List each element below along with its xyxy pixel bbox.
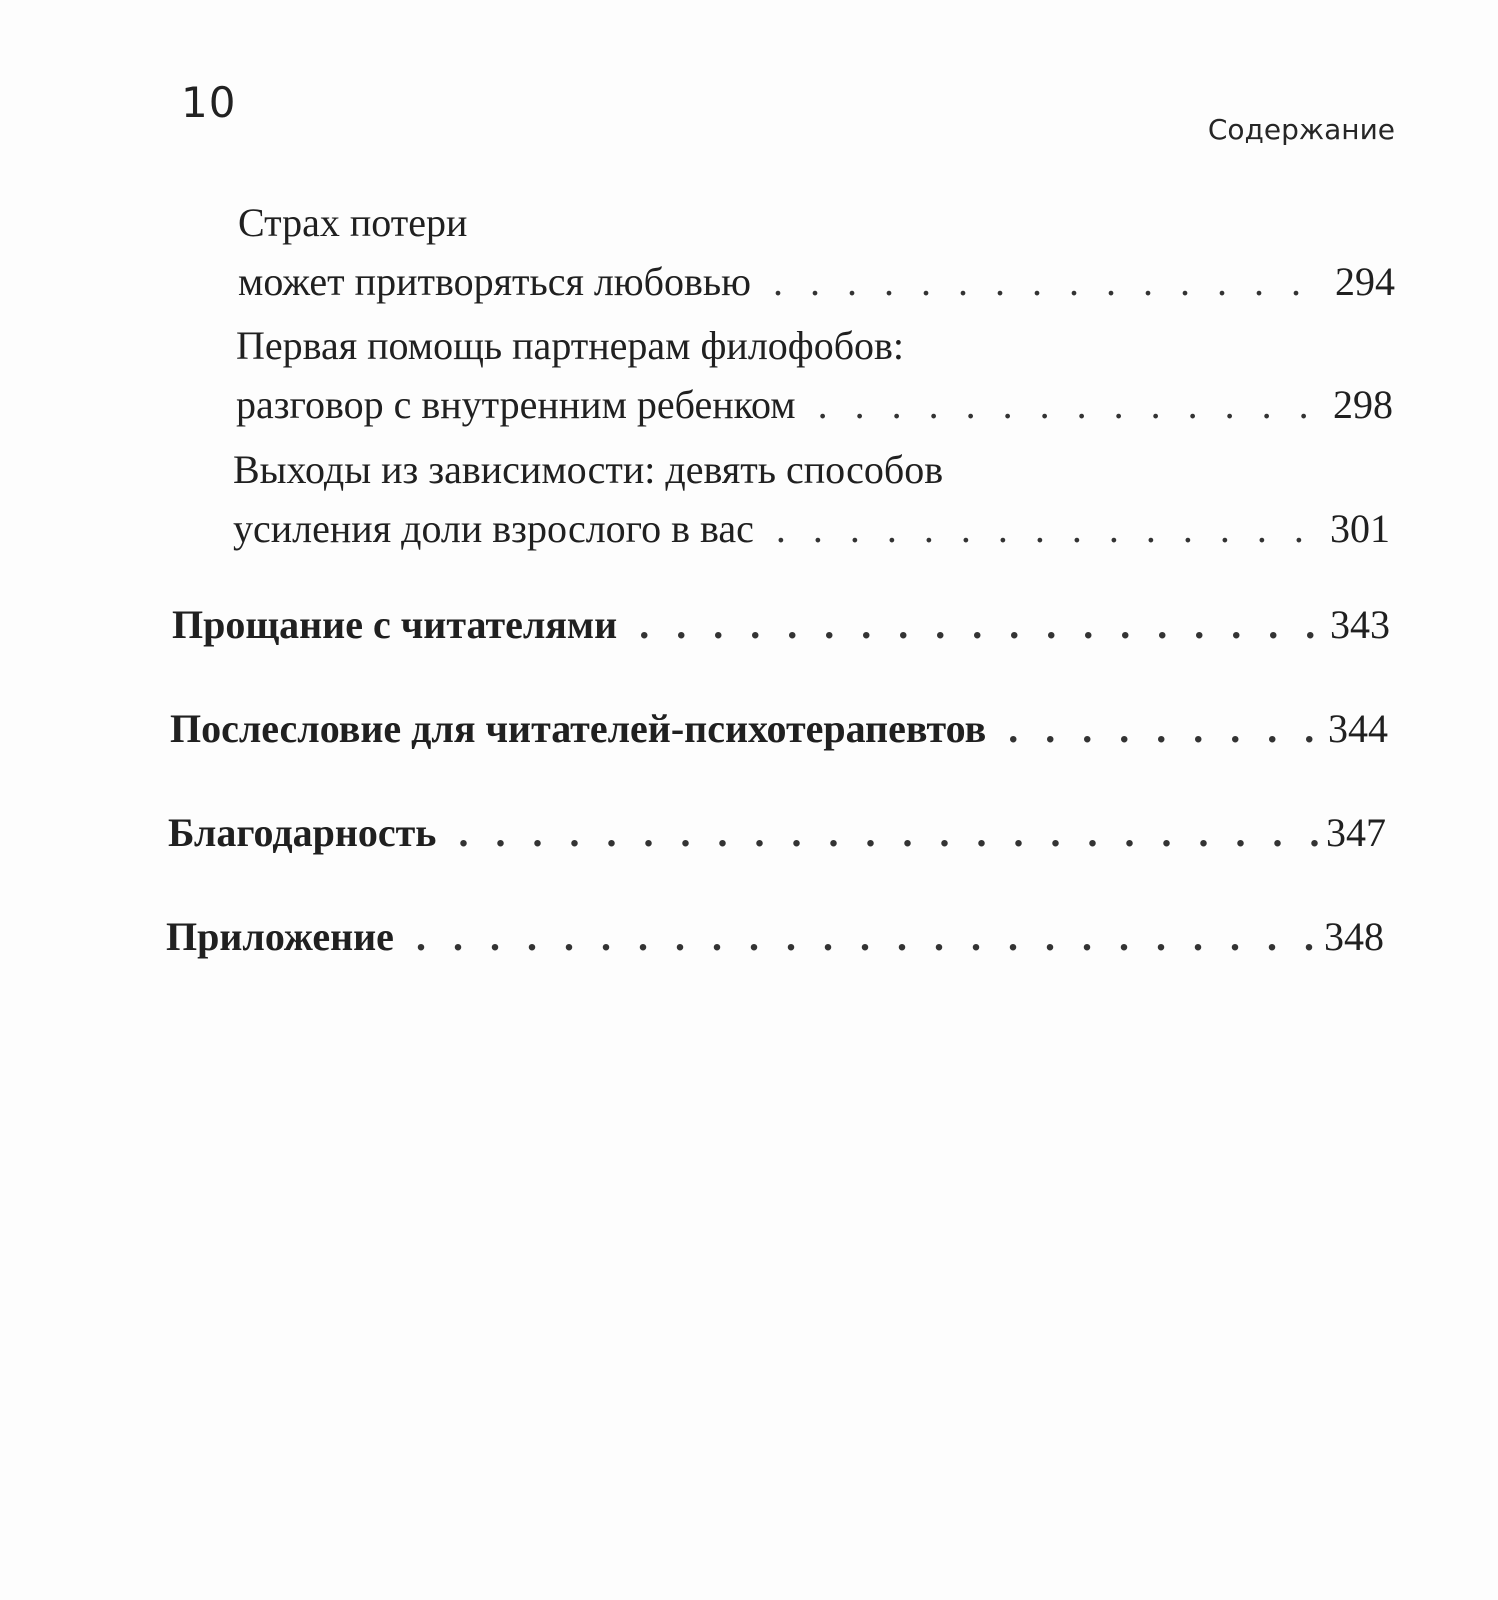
dot-leader — [416, 907, 1318, 966]
toc-page-number: 347 — [1326, 810, 1386, 855]
toc-entry-title-line: усиления доли взрослого в вас — [233, 506, 754, 551]
toc-entry-title-line: Выходы из зависимости: девять способов — [233, 447, 944, 492]
toc-entry — [172, 595, 1390, 654]
toc-entry-title: Прощание с читателями — [172, 602, 618, 647]
toc-entry-title: Послесловие для читателей-психотерапевтов — [170, 706, 987, 751]
toc-entry-title-line: может притворяться любовью — [238, 259, 752, 304]
dot-leader — [458, 803, 1320, 862]
dot-leader — [818, 375, 1327, 434]
toc-entry-title-line: разговор с внутренним ребенком — [236, 382, 796, 427]
toc-page-number: 301 — [1330, 506, 1390, 551]
page-number: 10 — [181, 78, 237, 127]
toc-page-number: 294 — [1335, 259, 1395, 304]
toc-entry — [233, 440, 1390, 558]
toc-page-number: 343 — [1330, 602, 1390, 647]
running-title: Содержание — [1207, 113, 1395, 146]
dot-leader — [639, 595, 1324, 654]
toc-page-number: 344 — [1328, 706, 1388, 751]
toc-entry-title-line: Страх потери — [238, 200, 468, 245]
toc-entry — [170, 699, 1388, 758]
toc-entry-title-line: Первая помощь партнерам филофобов: — [236, 323, 905, 368]
toc-entry — [238, 193, 1395, 311]
toc-entry-title: Благодарность — [168, 810, 437, 855]
toc-page-number: 348 — [1324, 914, 1384, 959]
toc-entry-title: Приложение — [166, 914, 394, 959]
toc-page-number: 298 — [1333, 382, 1393, 427]
toc-entry — [168, 803, 1386, 862]
toc-entry — [236, 316, 1393, 434]
dot-leader — [776, 499, 1324, 558]
dot-leader — [773, 252, 1329, 311]
dot-leader — [1008, 699, 1322, 758]
toc-entry — [166, 907, 1384, 966]
